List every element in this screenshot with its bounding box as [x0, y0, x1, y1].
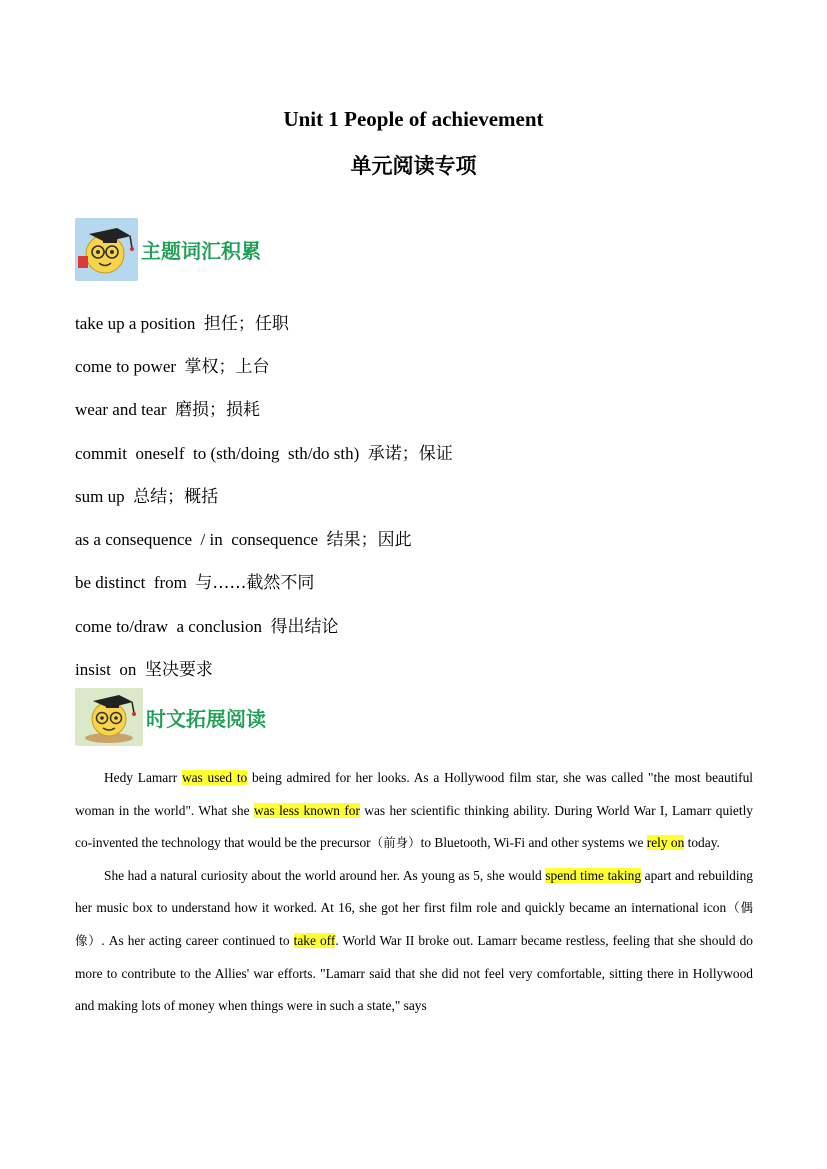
- vocab-en: as a consequence / in consequence: [75, 530, 319, 549]
- highlight: was less known for: [253, 802, 360, 818]
- vocab-cn: 承诺；保证: [367, 444, 453, 464]
- vocab-item: [75, 525, 412, 550]
- graduate-cartoon-icon: [75, 688, 143, 746]
- vocab-en: wear and tear: [75, 400, 167, 419]
- vocab-cn: 得出结论: [270, 617, 339, 637]
- vocab-en: commit oneself to (sth/doing sth/do sth): [75, 444, 360, 463]
- vocab-item: [75, 352, 270, 377]
- vocab-cn: 总结；概括: [133, 487, 219, 507]
- highlight: spend time taking: [545, 867, 642, 883]
- vocab-cn: 担任；任职: [203, 314, 289, 334]
- paragraph: Hedy Lamarr was used to being admired for her looks. As a Hollywood film star, she was called "the most beautiful woman in the world". What she was less known for was her scientific thinking ability. During World War I, Lamarr quietly co-invented the technology that would be the precursor（前身）to Bluetooth, Wi-Fi and other systems we rely on today.: [75, 770, 754, 851]
- section-header-reading: [75, 688, 266, 746]
- document-subtitle: 单元阅读专项: [350, 154, 477, 178]
- vocab-en: take up a position: [75, 314, 196, 333]
- vocab-item: [75, 395, 260, 420]
- vocab-en: come to/draw a conclusion: [75, 617, 262, 636]
- highlight: rely on: [646, 835, 685, 851]
- vocab-en: insist on: [75, 660, 137, 679]
- paragraph: She had a natural curiosity about the world around her. As young as 5, she would spend time taking apart and rebuilding her music box to understand how it worked. At 16, she got her first film role and quickly became an international icon（偶像）. As her acting career continued to take off. World War II broke out. Lamarr became restless, feeling that she should do more to contribute to the Allies' war efforts. "Lamarr said that she did not feel very comfortable, sitting there in Hollywood and making lots of money when things were in such a state," says: [75, 867, 753, 1014]
- vocab-cn: 掌权；上台: [184, 357, 270, 377]
- reading-passage: [75, 762, 753, 1023]
- vocab-item: [75, 612, 338, 637]
- vocab-item: [75, 439, 453, 464]
- vocab-item: [75, 655, 213, 680]
- vocab-cn: 与……截然不同: [195, 573, 315, 593]
- vocab-cn: 结果；因此: [326, 530, 412, 550]
- vocab-en: sum up: [75, 487, 125, 506]
- highlight: was used to: [181, 770, 248, 785]
- vocab-en: come to power: [75, 357, 177, 376]
- vocab-en: be distinct from: [75, 573, 187, 592]
- section-title: 主题词汇积累: [141, 239, 261, 263]
- graduate-cartoon-icon: [75, 218, 138, 281]
- vocab-item: [75, 482, 218, 507]
- vocab-item: [75, 568, 314, 593]
- vocab-item: [75, 309, 289, 334]
- section-header-vocabulary: [75, 218, 261, 281]
- vocab-cn: 磨损；损耗: [175, 400, 261, 420]
- document-title: Unit 1 People of achievement: [283, 107, 544, 131]
- vocab-cn: 坚决要求: [144, 660, 213, 680]
- highlight: take off: [293, 932, 336, 948]
- section-title: 时文拓展阅读: [146, 706, 266, 731]
